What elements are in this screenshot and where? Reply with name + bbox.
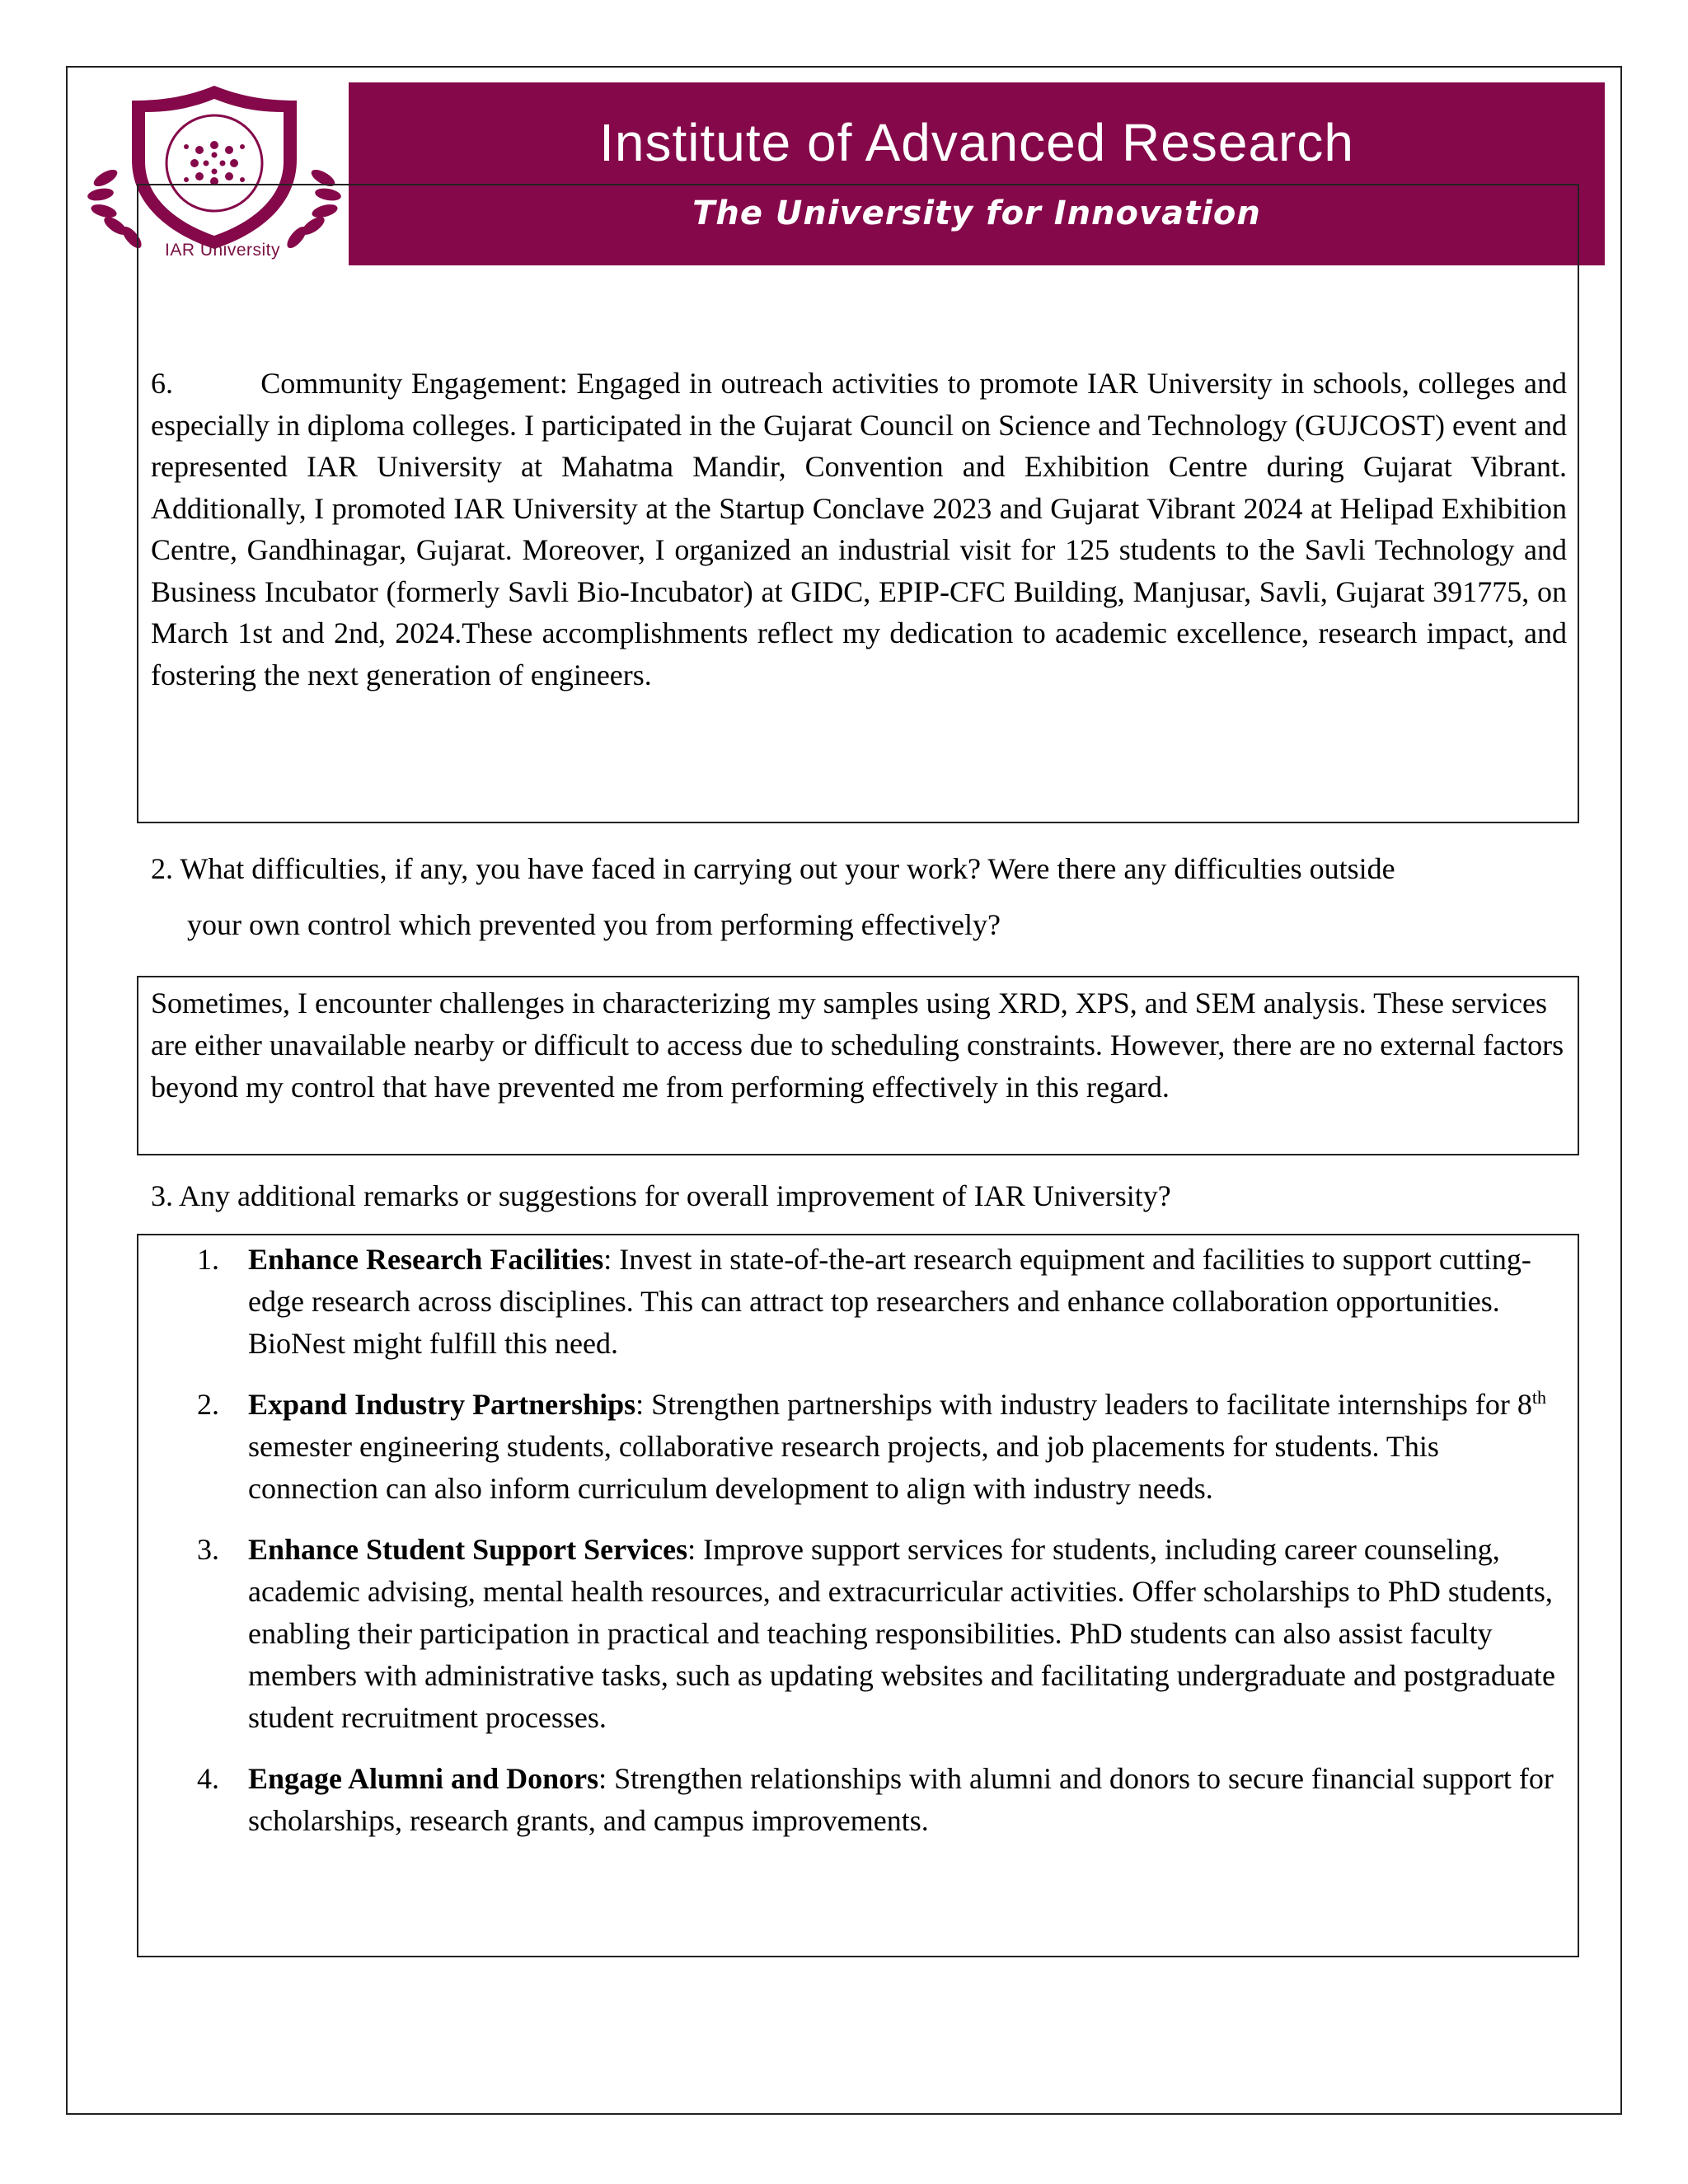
suggestions-list (151, 1239, 1560, 1861)
question-2-answer: Sometimes, I encounter challenges in characterizing my samples using XRD, XPS, and SEM analysis. These services are either unavailable nearby or difficult to access due to scheduling constraints. However, there are no external factors beyond my control that have prevented me from performing effectively in this regard. (151, 987, 1564, 1104)
list-item: 3. Enhance Student Support Services: Improve support services for students, including career counseling, academic advising, mental health resources, and extracurricular activities. Offer scholarships to PhD students, enabling their participation in practical and teaching responsibilities. PhD students can also assist faculty members with administrative tasks, such as updating websites and facilitating undergraduate and postgraduate student recruitment processes. (197, 1533, 1555, 1734)
list-item-text: : Improve support services for students, including career counseling, academic advising, mental health resources, and extracurricular activities. Offer scholarships to PhD students, enabling their participation in practical and teaching responsibilities. PhD students can also assist faculty members with administrative tasks, such as updating websites and facilitating undergraduate and postgraduate student recruitment processes. (248, 1533, 1555, 1734)
list-item-title: Engage Alumni and Donors (248, 1762, 599, 1795)
list-item: 4. Engage Alumni and Donors: Strengthen relationships with alumni and donors to secure financial support for scholarships, research grants, and campus improvements. (197, 1762, 1554, 1837)
question-2 (151, 841, 1567, 953)
list-item-text: : Invest in state-of-the-art research equipment and facilities to support cutting-edge research across disciplines. This can attract top researchers and enhance collaboration opportunities. BioNest might fulfill this need. (248, 1243, 1531, 1360)
list-item: 2. Expand Industry Partnerships: Strengthen partnerships with industry leaders to facilitate internships for 8th semester engineering students, collaborative research projects, and job placements for students. This connection can also inform curriculum development to align with industry needs. (197, 1387, 1547, 1505)
list-item-title: Enhance Student Support Services (248, 1533, 688, 1566)
list-item: 1. Enhance Research Facilities: Invest in state-of-the-art research equipment and facilities to support cutting-edge research across disciplines. This can attract top researchers and enhance collaboration opportunities. BioNest might fulfill this need. (197, 1243, 1531, 1360)
institute-title: Institute of Advanced Research (599, 113, 1354, 172)
institute-tagline: The University for Innovation (692, 194, 1261, 232)
question-3: 3. Any additional remarks or suggestions for overall improvement of IAR University? (151, 1179, 1171, 1212)
logo-caption: IAR University (164, 241, 281, 260)
community-engagement-paragraph: 6. Community Engagement: Engaged in outreach activities to promote IAR University in schools, colleges and especially in diploma colleges. I participated in the Gujarat Council on Science and Technology (GUJCOST) event and represented IAR University at Mahatma Mandir, Convention and Exhibition Centre during Gujarat Vibrant. Additionally, I promoted IAR University at the Startup Conclave 2023 and Gujarat Vibrant 2024 at Helipad Exhibition Centre, Gandhinagar, Gujarat. Moreover, I organized an industrial visit for 125 students to the Savli Technology and Business Incubator (formerly Savli Bio-Incubator) at GIDC, EPIP-CFC Building, Manjusar, Savli, Gujarat 391775, on March 1st and 2nd, 2024.These accomplishments reflect my dedication to academic excellence, research impact, and fostering the next generation of engineers. (151, 367, 1567, 691)
list-item-title: Enhance Research Facilities (248, 1243, 604, 1276)
list-item-text: : Strengthen relationships with alumni and donors to secure financial support for scholarships, research grants, and campus improvements. (248, 1762, 1554, 1837)
list-item-text: semester engineering students, collaborative research projects, and job placements for students. This connection can also inform curriculum development to align with industry needs. (248, 1430, 1439, 1505)
question-2-line2: your own control which prevented you from performing effectively? (187, 908, 1001, 941)
list-item-title: Expand Industry Partnerships (248, 1388, 636, 1421)
list-item-text: : Strengthen partnerships with industry leaders to facilitate internships for 8 (635, 1388, 1532, 1421)
superscript: th (1531, 1387, 1547, 1408)
question-2-line1: 2. What difficulties, if any, you have faced in carrying out your work? Were there any difficulties outside (151, 852, 1395, 885)
